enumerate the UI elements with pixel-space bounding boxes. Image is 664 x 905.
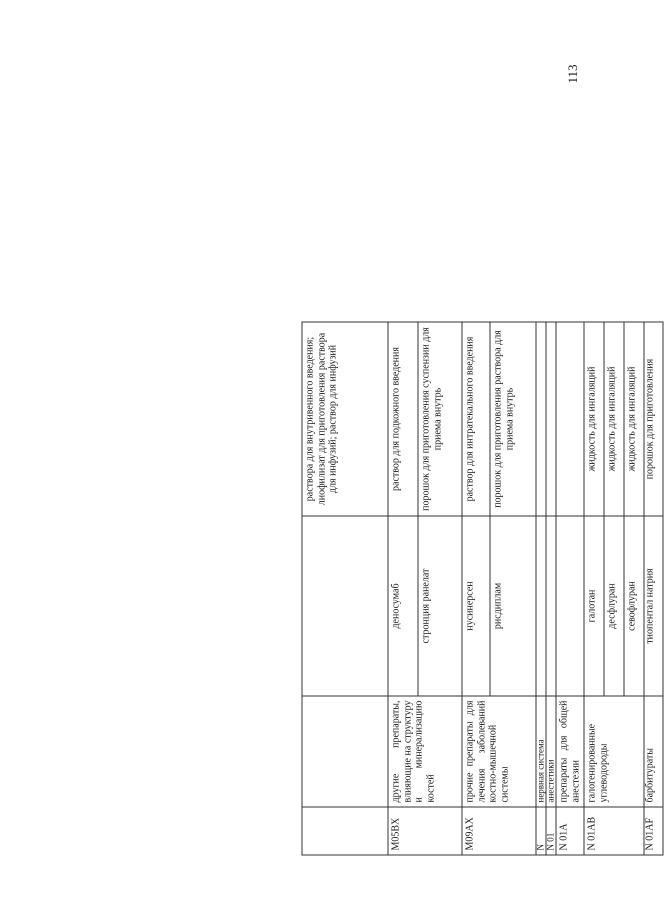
group-cell: анестетики [546, 696, 556, 807]
table-row [388, 322, 418, 855]
code-cell: M05BX [388, 807, 462, 855]
form-cell: порошок для приготовления суспензии для приема внутрь [418, 322, 462, 516]
inn-cell: стронция ранелат [418, 516, 462, 696]
table-row [556, 322, 584, 855]
table-row [644, 322, 663, 855]
code-cell [302, 807, 388, 855]
group-cell: прочие препараты для лечения заболеваний костно-мышечной системы [462, 696, 536, 807]
group-cell: галогенированные углеводороды [584, 696, 644, 807]
code-cell: N 01AB [584, 807, 644, 855]
inn-cell: нусинерсен [462, 516, 490, 696]
code-cell: N 01A [556, 807, 584, 855]
form-cell [536, 322, 546, 516]
code-cell: M09AX [462, 807, 536, 855]
code-cell: N 01AF [644, 807, 663, 855]
inn-cell [556, 516, 584, 696]
table-row [584, 322, 604, 855]
table-row [546, 322, 556, 855]
inn-cell: севофлуран [624, 516, 644, 696]
form-cell: раствор для подкожного введения [388, 322, 418, 516]
drug-table [302, 322, 664, 856]
group-cell: нервная система [536, 696, 546, 807]
form-cell [546, 322, 556, 516]
group-cell: другие препараты, влияющие на структуру и минерализацию костей [388, 696, 462, 807]
inn-cell: рисдиплам [490, 516, 536, 696]
inn-cell [302, 516, 388, 696]
code-cell: N [536, 807, 546, 855]
inn-cell: десфлуран [604, 516, 624, 696]
table-row [536, 322, 546, 855]
inn-cell: деносумаб [388, 516, 418, 696]
form-cell: жидкость для ингаляций [624, 322, 644, 516]
inn-cell [536, 516, 546, 696]
inn-cell: галотан [584, 516, 604, 696]
inn-cell [546, 516, 556, 696]
group-cell: барбитураты [644, 696, 663, 807]
form-cell: порошок для приготовления [644, 322, 663, 516]
inn-cell: тиопентал натрия [644, 516, 663, 696]
form-cell: раствора для внутривенного введения; лиофилизат для приготовления раствора для инфузий; раствор для инфузий [302, 322, 388, 516]
form-cell: раствор для интратекального введения [462, 322, 490, 516]
table-row [462, 322, 490, 855]
page-number: 113 [565, 64, 580, 84]
group-cell [302, 696, 388, 807]
form-cell: жидкость для ингаляций [604, 322, 624, 516]
table-row [302, 322, 388, 855]
code-cell: N 01 [546, 807, 556, 855]
form-cell: жидкость для ингаляций [584, 322, 604, 516]
form-cell: порошок для приготовления раствора для приема внутрь [490, 322, 536, 516]
drug-table-frame [302, 323, 656, 856]
form-cell [556, 322, 584, 516]
group-cell: препараты для общей анестезии [556, 696, 584, 807]
